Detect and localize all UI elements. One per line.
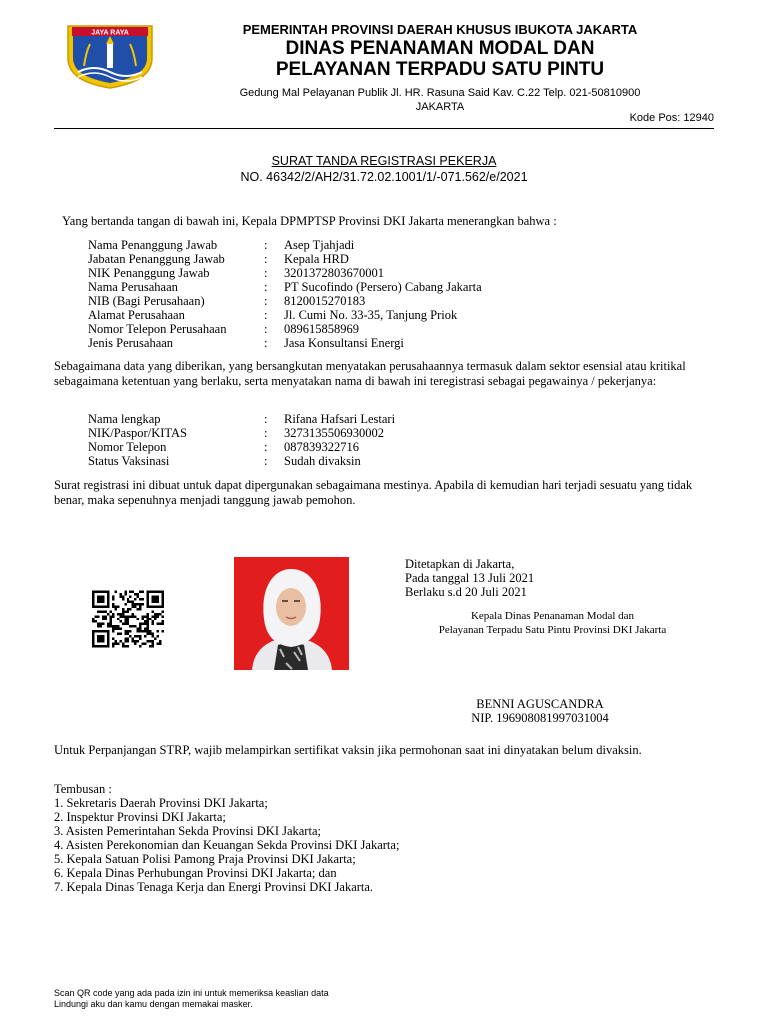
worker-info-row-colon: : [264, 454, 268, 468]
company-info-row-value: Kepala HRD [284, 252, 349, 266]
company-info-row-colon: : [264, 266, 268, 280]
company-info-row [88, 280, 482, 294]
worker-info-row [88, 426, 395, 440]
statement-text: Sebagaimana data yang diberikan, yang bersangkutan menyatakan perusahaannya termasuk dalam sektor esensial atau kritikal sebagaimana ketentuan yang berlaku, serta menyatakan nama di bawah ini teregistrasi sebagai pegawainya / pekerjanya: [54, 359, 686, 388]
company-info-row [88, 336, 482, 350]
tembusan-item: 4. Asisten Perekonomian dan Keuangan Sekda Provinsi DKI Jakarta; [54, 838, 400, 852]
jakarta-coat-of-arms-logo [64, 22, 156, 90]
qr-code-graphic [92, 590, 164, 648]
header-address-line2: JAKARTA [415, 101, 465, 113]
signature-date: Pada tanggal 13 Juli 2021 [405, 571, 535, 585]
logo-text: JAYA RAYA [91, 29, 129, 37]
closing-text: Surat registrasi ini dibuat untuk dapat dipergunakan sebagaimana mestinya. Apabila di kemudian hari terjadi sesuatu yang tidak benar, maka sepenuhnya menjadi tanggung jawab pemohon. [54, 478, 693, 507]
worker-info-row-label: Nama lengkap [88, 412, 161, 426]
tembusan-item: 2. Inspektur Provinsi DKI Jakarta; [54, 810, 226, 824]
company-info-row-colon: : [264, 280, 268, 294]
worker-info-table [88, 412, 395, 468]
signer-name: BENNI AGUSCANDRA [476, 697, 604, 711]
company-info-row [88, 322, 482, 336]
company-info-row-value: 089615858969 [284, 322, 359, 336]
footer-line2: Lindungi aku dan kamu dengan memakai masker. [54, 999, 253, 1009]
worker-info-row [88, 454, 395, 468]
footer-note [54, 988, 329, 1010]
tembusan-item: 6. Kepala Dinas Perhubungan Provinsi DKI Jakarta; dan [54, 866, 337, 880]
company-info-row-label: Jenis Perusahaan [88, 336, 174, 350]
worker-info-row-label: NIK/Paspor/KITAS [88, 426, 187, 440]
company-info-row-label: NIK Penanggung Jawab [88, 266, 210, 280]
company-info-row [88, 266, 482, 280]
company-info-row [88, 238, 482, 252]
signature-place: Ditetapkan di Jakarta, [405, 557, 515, 571]
header-address [190, 86, 690, 114]
postal-code: Kode Pos: 12940 [629, 112, 714, 124]
document-title: SURAT TANDA REGISTRASI PEKERJA [271, 154, 497, 168]
company-info-row [88, 252, 482, 266]
header-agency-line2: PELAYANAN TERPADU SATU PINTU [275, 59, 605, 80]
qr-code[interactable] [92, 590, 164, 648]
worker-info-body [88, 412, 395, 468]
company-info-row-value: Asep Tjahjadi [284, 238, 355, 252]
tembusan-item: 3. Asisten Pemerintahan Sekda Provinsi DKI Jakarta; [54, 824, 321, 838]
header-divider [54, 128, 714, 129]
header-agency [190, 38, 690, 80]
header-government: PEMERINTAH PROVINSI DAERAH KHUSUS IBUKOTA JAKARTA [242, 22, 638, 37]
header-address-line1: Gedung Mal Pelayanan Publik Jl. HR. Rasuna Said Kav. C.22 Telp. 021-50810900 [239, 87, 641, 99]
company-info-row-colon: : [264, 322, 268, 336]
company-info-row [88, 294, 482, 308]
company-info-row-value: Jasa Konsultansi Energi [284, 336, 404, 350]
company-info-row-colon: : [264, 336, 268, 350]
worker-photo [234, 557, 349, 670]
worker-info-row-colon: : [264, 440, 268, 454]
company-info-row-label: Alamat Perusahaan [88, 308, 185, 322]
signer-position-line1: Kepala Dinas Penanaman Modal dan [470, 610, 635, 622]
signer-identity [405, 697, 675, 725]
worker-info-row [88, 412, 395, 426]
worker-info-row-colon: : [264, 426, 268, 440]
company-info-row-value: 3201372803670001 [284, 266, 384, 280]
document-number: NO. 46342/2/AH2/31.72.02.1001/1/-071.562/e/2021 [240, 170, 528, 184]
company-info-row-label: Nama Perusahaan [88, 280, 178, 294]
company-info-body [88, 238, 482, 350]
company-info-row-value: 8120015270183 [284, 294, 366, 308]
signer-position [400, 609, 705, 637]
worker-info-row-colon: : [264, 412, 268, 426]
extension-note: Untuk Perpanjangan STRP, wajib melampirkan sertifikat vaksin jika permohonan saat ini dinyatakan belum divaksin. [54, 743, 642, 757]
signer-nip: NIP. 196908081997031004 [471, 711, 609, 725]
company-info-row-colon: : [264, 308, 268, 322]
signer-position-line2: Pelayanan Terpadu Satu Pintu Provinsi DKI Jakarta [438, 624, 667, 636]
company-info-row-colon: : [264, 238, 268, 252]
worker-info-row-label: Status Vaksinasi [88, 454, 170, 468]
tembusan-list [54, 796, 399, 894]
worker-info-row-value: Sudah divaksin [284, 454, 361, 468]
tembusan-item: 7. Kepala Dinas Tenaga Kerja dan Energi Provinsi DKI Jakarta. [54, 880, 374, 894]
company-info-table [88, 238, 482, 350]
footer-line1: Scan QR code yang ada pada izin ini untuk memeriksa keaslian data [54, 988, 329, 998]
worker-info-row-value: 087839322716 [284, 440, 359, 454]
tembusan-section [54, 782, 399, 894]
company-info-row-label: NIB (Bagi Perusahaan) [88, 294, 205, 308]
tembusan-item: 5. Kepala Satuan Polisi Pamong Praja Provinsi DKI Jakarta; [54, 852, 356, 866]
header-agency-line1: DINAS PENANAMAN MODAL DAN [285, 38, 595, 59]
company-info-row-colon: : [264, 252, 268, 266]
company-info-row-colon: : [264, 294, 268, 308]
signature-valid-until: Berlaku s.d 20 Juli 2021 [405, 585, 527, 599]
intro-text: Yang bertanda tangan di bawah ini, Kepala DPMPTSP Provinsi DKI Jakarta menerangkan bahwa : [62, 214, 557, 228]
worker-info-row-value: 3273135506930002 [284, 426, 384, 440]
company-info-row-label: Nama Penanggung Jawab [88, 238, 218, 252]
company-info-row-value: PT Sucofindo (Persero) Cabang Jakarta [284, 280, 482, 294]
company-info-row-value: Jl. Cumi No. 33-35, Tanjung Priok [284, 308, 458, 322]
worker-info-row-value: Rifana Hafsari Lestari [284, 412, 396, 426]
tembusan-label: Tembusan : [54, 782, 112, 796]
company-info-row [88, 308, 482, 322]
signature-place-date [405, 557, 534, 599]
company-info-row-label: Jabatan Penanggung Jawab [88, 252, 225, 266]
company-info-row-label: Nomor Telepon Perusahaan [88, 322, 227, 336]
worker-info-row [88, 440, 395, 454]
tembusan-item: 1. Sekretaris Daerah Provinsi DKI Jakarta; [54, 796, 268, 810]
worker-info-row-label: Nomor Telepon [88, 440, 167, 454]
